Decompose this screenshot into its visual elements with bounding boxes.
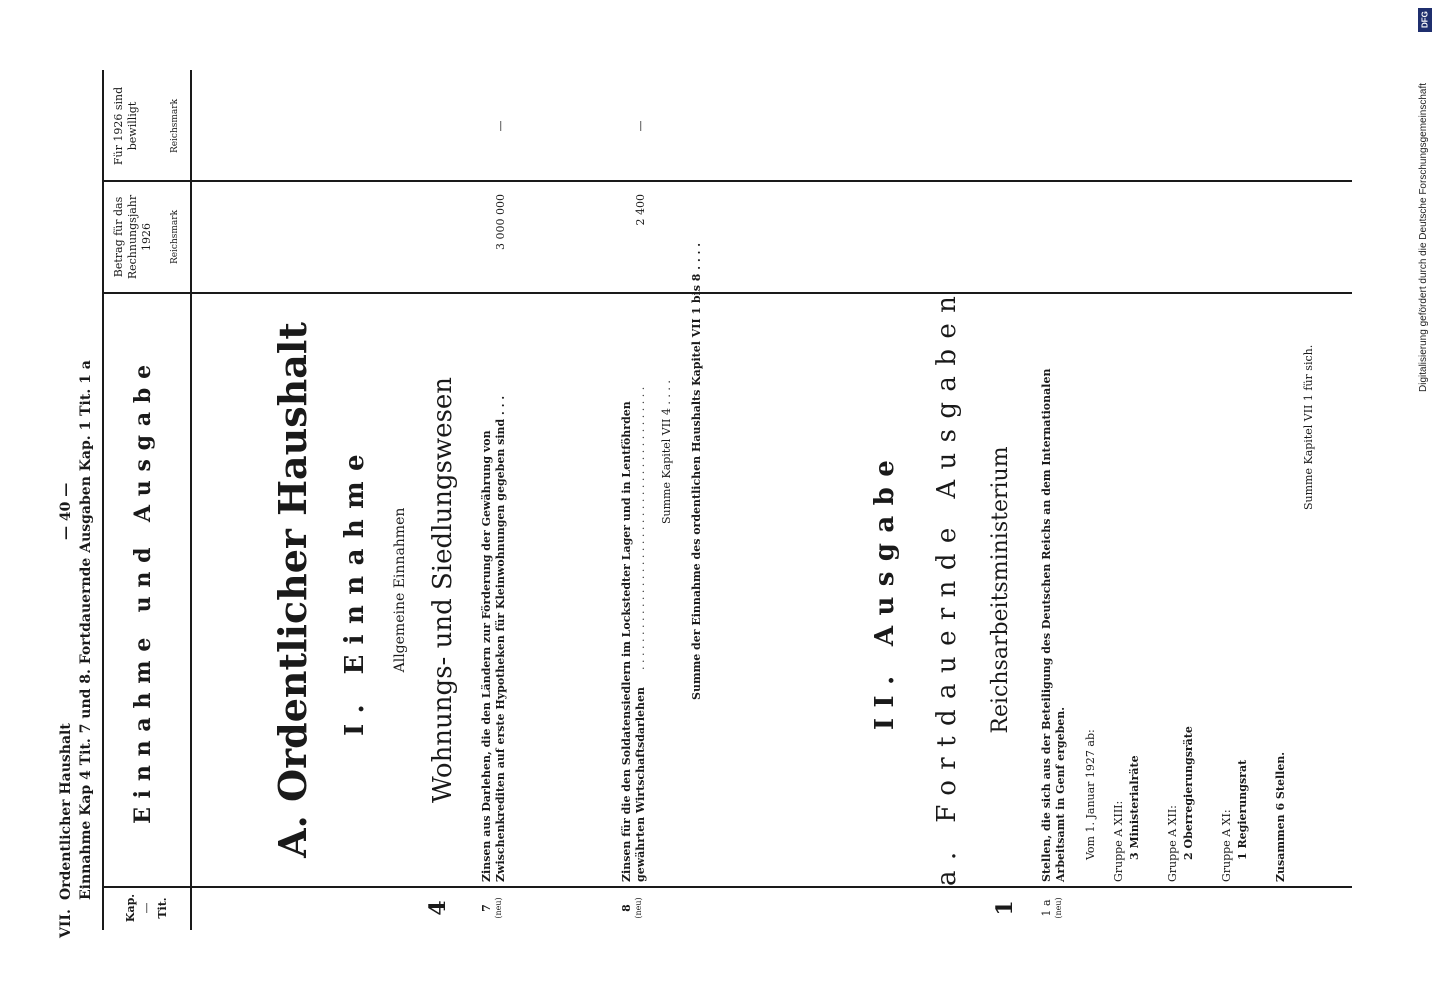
tit-8-betrag: 2 400 bbox=[634, 194, 647, 226]
gruppe-a11-label: Gruppe A XI: bbox=[1220, 809, 1233, 882]
tit-7-text-line-1: Zinsen aus Darlehen, die den Ländern zur Förderung der Gewährung von bbox=[480, 430, 493, 882]
digitization-credit: Digitalisierung gefördert durch die Deutsche Forschungsgemeinschaft bbox=[1418, 82, 1429, 392]
tit-8-note: (neu) bbox=[634, 897, 643, 919]
vom-januar-1927: Vom 1. Januar 1927 ab: bbox=[1084, 729, 1097, 860]
chapter-number: VII. bbox=[58, 909, 74, 938]
header-bottom-rule bbox=[190, 70, 192, 930]
summe-kapitel-4: Summe Kapitel VII 4 . . . . bbox=[660, 380, 673, 524]
tit-7-note: (neu) bbox=[494, 897, 503, 919]
ausgabe-title: II. Ausgabe bbox=[870, 449, 900, 731]
dfg-logo: DFG bbox=[1418, 8, 1432, 32]
column-betrag-heading: Betrag für das Rechnungsjahr 1926 bbox=[112, 194, 153, 280]
tit-8-number: 8 bbox=[620, 904, 633, 912]
tit-1a-text-line-1: Stellen, die sich aus der Beteiligung des Deutschen Reichs an dem Internationalen bbox=[1040, 368, 1053, 882]
tit-7-number: 7 bbox=[480, 904, 493, 912]
column-rule-kap bbox=[102, 886, 1352, 888]
ministerium-heading: Reichsarbeitsministerium bbox=[988, 446, 1013, 734]
gruppe-a13-label: Gruppe A XIII: bbox=[1112, 800, 1125, 882]
column-bewilligt-heading: Für 1926 sind bewilligt bbox=[112, 86, 139, 166]
zusammen-stellen: Zusammen 6 Stellen. bbox=[1274, 751, 1287, 882]
wohnungswesen-heading: Wohnungs- und Siedlungswesen bbox=[428, 376, 458, 804]
gruppe-a13-value: 3 Ministerialräte bbox=[1128, 755, 1141, 860]
header-line-2: Einnahme Kap 4 Tit. 7 und 8. Fortdauernde Ausgaben Kap. 1 Tit. 1 a bbox=[78, 360, 94, 900]
tit-1a-text-line-2: Arbeitsamt in Genf ergeben. bbox=[1054, 706, 1067, 882]
column-kap-label: Kap. bbox=[124, 893, 137, 923]
table-top-rule bbox=[102, 70, 104, 930]
gruppe-a12-value: 2 Oberregierungsräte bbox=[1182, 726, 1195, 860]
page-number: — 40 — bbox=[58, 482, 74, 540]
tit-7-betrag: 3 000 000 bbox=[494, 194, 507, 250]
tit-8-text-line-1: Zinsen für die den Soldatensiedlern im Lockstedter Lager und in Lentföhrden bbox=[620, 401, 633, 882]
kap-1-number: 1 bbox=[992, 900, 1018, 916]
document-page: VII. Ordentlicher Haushalt Einnahme Kap 4 Tit. 7 und 8. Fortdauernde Ausgaben Kap. 1 Tit. 1 a — 40 — Kap. — Tit. Einnahme und Ausgabe Betrag für das Rechnungsjahr 1926 Reichsmark Für 1926 sind bewilligt Reichsmark A. Ordentlicher Haushalt I. Einnahme Allgemeine Einnahmen Wohnungs- und Siedlungswesen 4 7 (neu) Zinsen aus Darlehen, die den Ländern zur Förderung der Gewährung von Zwischenkrediten auf erste Hypotheken für Kleinwohnungen gegeben sind . . . 3 000 000 — 8 (neu) Zinsen für die den Soldatensiedlern im Lockstedter Lager und in Lentföhrden gewährten Wirtschaftsdarlehen . . . . . . . . . . . . . . . . . . . . . . . . . . . . . . . . . . . . . . . . . 2 400 — Summe Kapitel VII 4 . . . . Summe der Einnahme des ordentlichen Haushalts Kapitel VII 1 bis 8 . . . . II. Ausgabe a. Fortdauernde Ausgaben Reichsarbeitsministerium 1 1 a (neu) Stellen, die sich aus der Beteiligung des Deutschen Reichs an dem Internationalen Arbeitsamt in Genf ergeben. Vom 1. Januar 1927 ab: Gruppe A XIII: 3 Ministerialräte Gruppe A XII: 2 Oberregierungsräte Gruppe A XI: 1 Regierungsrat Zusammen 6 Stellen. Summe Kapitel VII 1 für sich. bbox=[0, 0, 1434, 1000]
kap-4-number: 4 bbox=[425, 900, 451, 916]
column-betrag-unit: Reichsmark bbox=[170, 209, 180, 265]
column-rule-betrag bbox=[102, 180, 1352, 182]
column-bewilligt-unit: Reichsmark bbox=[170, 98, 180, 154]
column-tit-label: Tit. bbox=[156, 897, 169, 919]
tit-7-text-line-2: Zwischenkrediten auf erste Hypotheken für Kleinwohnungen gegeben sind . . . bbox=[494, 395, 507, 882]
section-a-title: A. Ordentlicher Haushalt bbox=[270, 322, 315, 858]
tit-7-bewilligt: — bbox=[494, 120, 507, 132]
tit-1a-note: (neu) bbox=[1054, 897, 1063, 919]
summe-einnahme: Summe der Einnahme des ordentlichen Haushalts Kapitel VII 1 bis 8 . . . . bbox=[690, 242, 703, 700]
einnahme-title: I. Einnahme bbox=[340, 444, 370, 736]
gruppe-a12-label: Gruppe A XII: bbox=[1166, 805, 1179, 882]
tit-8-text-line-2: gewährten Wirtschaftsdarlehen bbox=[634, 686, 647, 882]
gruppe-a11-value: 1 Regierungsrat bbox=[1236, 759, 1249, 860]
tit-1a-number: 1 a bbox=[1040, 899, 1053, 917]
column-main-heading: Einnahme und Ausgabe bbox=[130, 356, 156, 824]
header-line-1: Ordentlicher Haushalt bbox=[58, 723, 74, 900]
tit-8-bewilligt: — bbox=[634, 120, 647, 132]
fortdauernde-ausgaben-heading: a. Fortdauernde Ausgaben bbox=[932, 285, 962, 886]
allgemeine-einnahmen-heading: Allgemeine Einnahmen bbox=[392, 507, 408, 673]
summe-kapitel-1: Summe Kapitel VII 1 für sich. bbox=[1302, 344, 1315, 510]
